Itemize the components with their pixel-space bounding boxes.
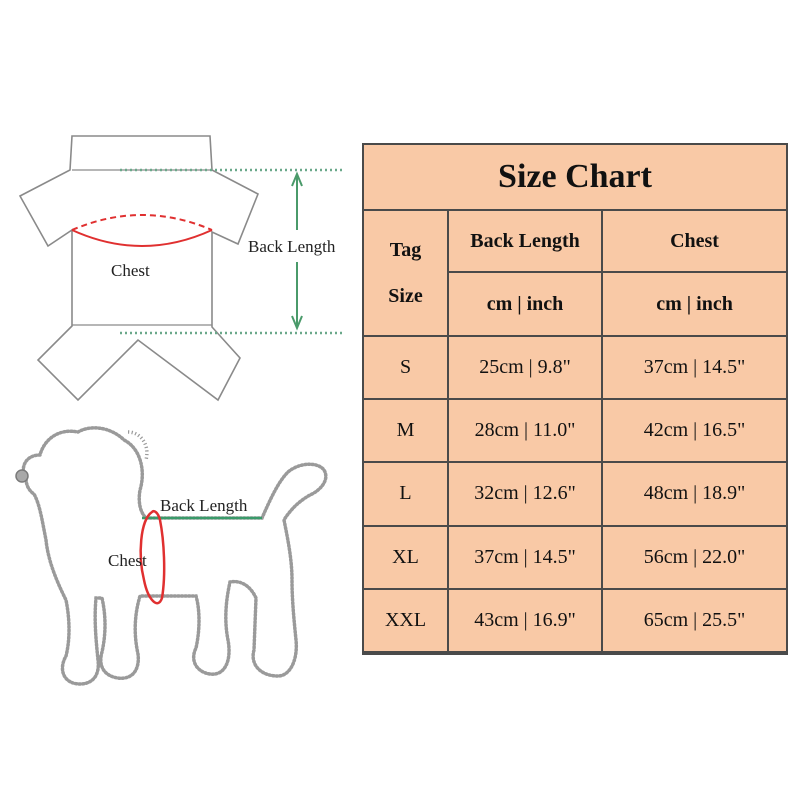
back-length-cell: 25cm | 9.8" bbox=[448, 336, 602, 399]
tag-header-line2: Size bbox=[388, 285, 423, 307]
dog-diagram bbox=[23, 428, 325, 684]
dog-outline bbox=[23, 428, 325, 684]
size-cell: XXL bbox=[364, 589, 448, 652]
chest-cell: 56cm | 22.0" bbox=[602, 526, 786, 589]
shirt-back-length-label: Back Length bbox=[248, 237, 336, 256]
tag-header-line1: Tag bbox=[389, 239, 422, 261]
chest-cell: 42cm | 16.5" bbox=[602, 399, 786, 462]
tag-size-header bbox=[364, 210, 448, 336]
chest-cell: 48cm | 18.9" bbox=[602, 462, 786, 525]
chest-cell: 37cm | 14.5" bbox=[602, 336, 786, 399]
back-length-cell: 37cm | 14.5" bbox=[448, 526, 602, 589]
table-row bbox=[364, 589, 786, 652]
dog-back-length-label: Back Length bbox=[160, 496, 248, 515]
table-row bbox=[364, 336, 786, 399]
dog-nose-icon bbox=[16, 470, 28, 482]
back-length-cell: 28cm | 11.0" bbox=[448, 399, 602, 462]
size-chart bbox=[362, 143, 788, 655]
table-row bbox=[364, 526, 786, 589]
size-chart-title: Size Chart bbox=[364, 145, 786, 210]
chest-unit-header: cm | inch bbox=[602, 272, 786, 336]
table-row bbox=[364, 462, 786, 525]
table-row bbox=[364, 399, 786, 462]
size-cell: XL bbox=[364, 526, 448, 589]
size-cell: S bbox=[364, 336, 448, 399]
shirt-chest-label: Chest bbox=[111, 261, 150, 280]
back-length-cell: 43cm | 16.9" bbox=[448, 589, 602, 652]
chest-cell: 65cm | 25.5" bbox=[602, 589, 786, 652]
size-chart-table bbox=[364, 145, 786, 653]
back-length-unit-header: cm | inch bbox=[448, 272, 602, 336]
dog-chest-label: Chest bbox=[108, 551, 147, 570]
chest-header: Chest bbox=[602, 210, 786, 272]
measurement-illustrations bbox=[0, 0, 360, 800]
back-length-cell: 32cm | 12.6" bbox=[448, 462, 602, 525]
size-cell: M bbox=[364, 399, 448, 462]
back-length-header: Back Length bbox=[448, 210, 602, 272]
size-cell: L bbox=[364, 462, 448, 525]
